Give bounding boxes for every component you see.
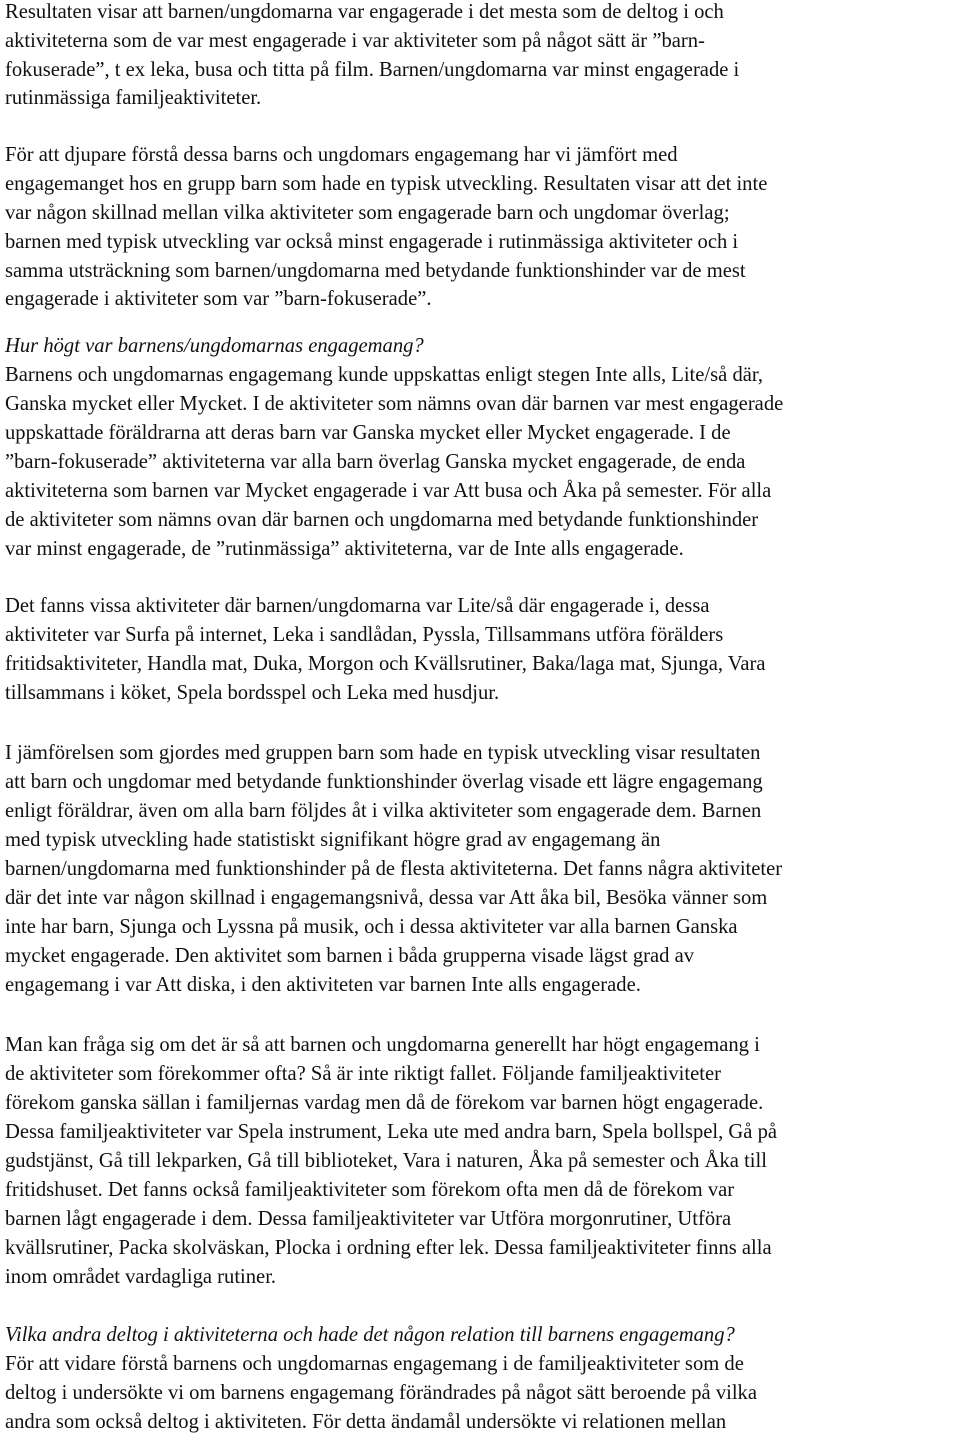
body-text-line: Ganska mycket eller Mycket. I de aktiviteter som nämns ovan där barnen var mest engagerade: [5, 393, 784, 415]
body-text-line: I jämförelsen som gjordes med gruppen barn som hade en typisk utveckling visar resultaten: [5, 742, 761, 764]
body-text-line: barnen/ungdomarna med funktionshinder på de flesta aktiviteterna. Det fanns några aktiviteter: [5, 858, 783, 880]
body-text-line: inom området vardagliga rutiner.: [5, 1266, 277, 1288]
body-text-line: gudstjänst, Gå till lekparken, Gå till biblioteket, Vara i naturen, Åka på semester och Åka till: [5, 1150, 767, 1172]
body-text-line: fritidsaktiviteter, Handla mat, Duka, Morgon och Kvällsrutiner, Baka/laga mat, Sjunga, Vara: [5, 653, 766, 675]
body-text-line: engagemanget hos en grupp barn som hade en typisk utveckling. Resultaten visar att det inte: [5, 173, 768, 195]
body-text-line: de aktiviteter som förekommer ofta? Så är inte riktigt fallet. Följande familjeaktiviteter: [5, 1063, 721, 1085]
body-text-line: Dessa familjeaktiviteter var Spela instrument, Leka ute med andra barn, Spela bollspel, Gå på: [5, 1121, 778, 1143]
body-text-line: var någon skillnad mellan vilka aktiviteter som engagerade barn och ungdomar överlag;: [5, 202, 730, 224]
body-text-line: andra som också deltog i aktiviteten. För detta ändamål undersökte vi relationen mellan: [5, 1411, 727, 1433]
body-text-line: förekom ganska sällan i familjernas vardag men då de förekom var barnen högt engagerade.: [5, 1092, 764, 1114]
body-text-line: deltog i undersökte vi om barnens engagemang förändrades på något sätt beroende på vilka: [5, 1382, 757, 1404]
body-text-line: Resultaten visar att barnen/ungdomarna var engagerade i det mesta som de deltog i och: [5, 1, 724, 23]
body-text-line: där det inte var någon skillnad i engagemangsnivå, dessa var Att åka bil, Besöka vänner som: [5, 887, 768, 909]
body-text-line: Det fanns vissa aktiviteter där barnen/ungdomarna var Lite/så där engagerade i, dessa: [5, 595, 710, 617]
body-text-line: kvällsrutiner, Packa skolväskan, Plocka i ordning efter lek. Dessa familjeaktiviteter finns alla: [5, 1237, 772, 1259]
body-text-line: engagerade i aktiviteter som var ”barn-fokuserade”.: [5, 288, 432, 310]
body-text-line: tillsammans i köket, Spela bordsspel och Leka med husdjur.: [5, 682, 500, 704]
body-text-line: fokuserade”, t ex leka, busa och titta på film. Barnen/ungdomarna var minst engagerade i: [5, 59, 740, 81]
body-text-line: Man kan fråga sig om det är så att barnen och ungdomarna generellt har högt engagemang i: [5, 1034, 760, 1056]
body-text-line: att barn och ungdomar med betydande funktionshinder överlag visade ett lägre engagemang: [5, 771, 763, 793]
body-text-line: uppskattade föräldrarna att deras barn var Ganska mycket eller Mycket engagerade. I de: [5, 422, 731, 444]
body-text-line: enligt föräldrar, även om alla barn följdes åt i vilka aktiviteter som engagerade dem. Barnen: [5, 800, 762, 822]
body-text-line: aktiviteterna som barnen var Mycket engagerade i var Att busa och Åka på semester. För alla: [5, 480, 772, 502]
body-text-line: Barnens och ungdomarnas engagemang kunde uppskattas enligt stegen Inte alls, Lite/så där,: [5, 364, 764, 386]
body-text-line: ”barn-fokuserade” aktiviteterna var alla barn överlag Ganska mycket engagerade, de enda: [5, 451, 746, 473]
section-heading: Hur högt var barnens/ungdomarnas engagemang?: [5, 335, 424, 357]
body-text-line: rutinmässiga familjeaktiviteter.: [5, 87, 262, 109]
section-heading: Vilka andra deltog i aktiviteterna och hade det någon relation till barnens engagemang?: [5, 1324, 735, 1346]
body-text-line: aktiviteterna som de var mest engagerade i var aktiviteter som på något sätt är ”barn-: [5, 30, 705, 52]
body-text-line: var minst engagerade, de ”rutinmässiga” aktiviteterna, var de Inte alls engagerade.: [5, 538, 684, 560]
body-text-line: fritidshuset. Det fanns också familjeaktiviteter som förekom ofta men då de förekom var: [5, 1179, 735, 1201]
body-text-line: de aktiviteter som nämns ovan där barnen och ungdomarna med betydande funktionshinder: [5, 509, 759, 531]
body-text-line: barnen med typisk utveckling var också minst engagerade i rutinmässiga aktiviteter och i: [5, 231, 739, 253]
body-text-line: med typisk utveckling hade statistiskt signifikant högre grad av engagemang än: [5, 829, 661, 851]
body-text-line: För att djupare förstå dessa barns och ungdomars engagemang har vi jämfört med: [5, 144, 678, 166]
body-text-line: barnen lågt engagerade i dem. Dessa familjeaktiviteter var Utföra morgonrutiner, Utföra: [5, 1208, 732, 1230]
body-text-line: aktiviteter var Surfa på internet, Leka i sandlådan, Pyssla, Tillsammans utföra förälders: [5, 624, 724, 646]
body-text-line: engagemang i var Att diska, i den aktiviteten var barnen Inte alls engagerade.: [5, 974, 641, 996]
body-text-line: samma utsträckning som barnen/ungdomarna med betydande funktionshinder var de mest: [5, 260, 746, 282]
body-text-line: För att vidare förstå barnens och ungdomarnas engagemang i de familjeaktiviteter som de: [5, 1353, 744, 1375]
body-text-line: inte har barn, Sjunga och Lyssna på musik, och i dessa aktiviteter var alla barnen Ganska: [5, 916, 738, 938]
body-text-line: mycket engagerade. Den aktivitet som barnen i båda grupperna visade lägst grad av: [5, 945, 695, 967]
